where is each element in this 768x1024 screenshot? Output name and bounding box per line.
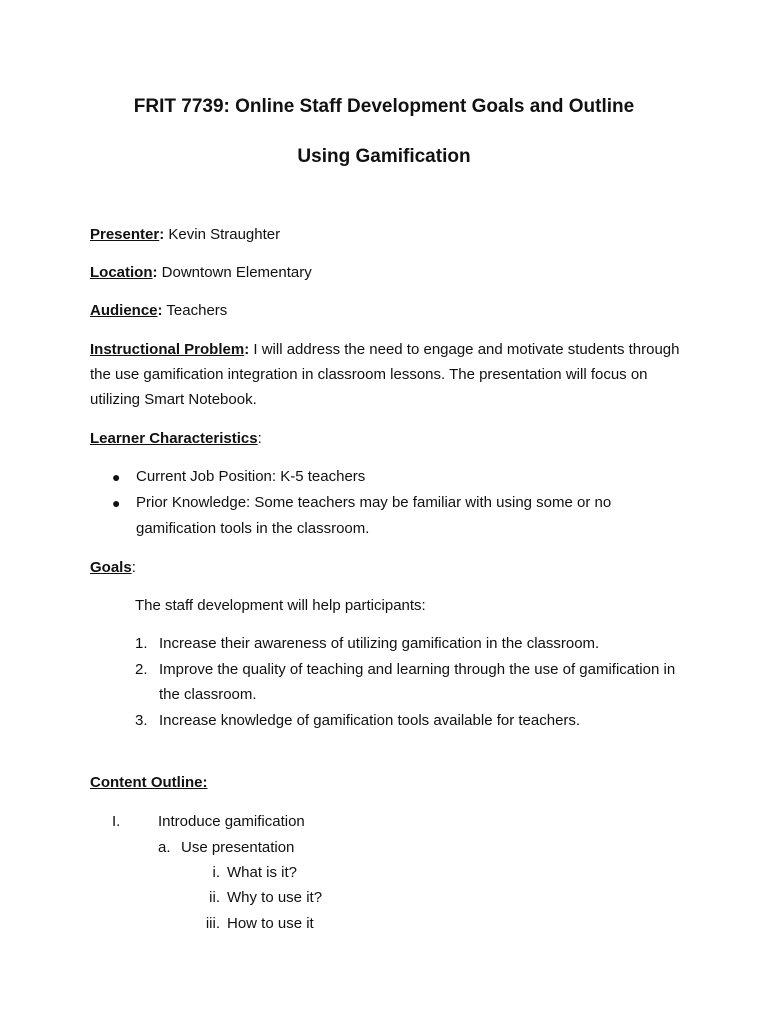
outline-item: What is it?	[227, 864, 298, 881]
presenter-value: Kevin Straughter	[168, 226, 281, 243]
learner-characteristics-list	[90, 464, 680, 542]
list-item: 2. Improve the quality of teaching and learning through the use of gamification in the classroom.	[135, 657, 680, 707]
instructional-problem-value: I will address the need to engage and motivate students through the use gamification integration in classroom lessons. The presentation will focus on utilizing Smart Notebook.	[90, 341, 680, 408]
outline-item: How to use it	[227, 915, 314, 932]
outline-number: iii.	[205, 915, 220, 932]
outline-number: a.	[158, 839, 171, 856]
location-label: Location	[90, 264, 153, 281]
audience-value: Teachers	[166, 302, 228, 319]
goals-intro: The staff development will help participants:	[135, 597, 426, 614]
learner-characteristics-label: Learner Characteristics	[90, 430, 258, 447]
content-outline-heading	[90, 770, 680, 795]
goals-list	[135, 631, 680, 734]
list-item: 1. Increase their awareness of utilizing gamification in the classroom.	[135, 631, 680, 656]
list-item: ● Prior Knowledge: Some teachers may be familiar with using some or no gamification tools in the classroom.	[90, 490, 680, 542]
audience-field: Audience: Teachers	[90, 302, 228, 319]
learner-characteristics-heading: Learner Characteristics:	[90, 430, 262, 447]
outline-item: Introduce gamification	[158, 813, 305, 830]
list-number: 1.	[135, 635, 148, 652]
outline-number: i.	[212, 864, 220, 881]
audience-label: Audience	[90, 302, 158, 319]
outline-number: I.	[112, 813, 121, 830]
instructional-problem-label: Instructional Problem	[90, 341, 245, 358]
bullet-icon: ●	[112, 469, 121, 485]
location-value: Downtown Elementary	[161, 264, 312, 281]
list-item: 3. Increase knowledge of gamification tools available for teachers.	[135, 708, 680, 733]
document-subtitle: Using Gamification	[297, 146, 471, 167]
presenter-field: Presenter: Kevin Straughter	[90, 226, 281, 243]
document-title: FRIT 7739: Online Staff Development Goals and Outline	[133, 96, 635, 117]
bullet-icon: ●	[112, 495, 121, 511]
list-number: 3.	[135, 712, 148, 729]
outline-item: Use presentation	[181, 839, 295, 856]
list-number: 2.	[135, 661, 148, 678]
outline-number: ii.	[209, 889, 220, 906]
outline-item: Why to use it?	[227, 889, 323, 906]
goals-heading: Goals:	[90, 559, 136, 576]
instructional-problem-field: Instructional Problem: I will address the need to engage and motivate students through the use gamification integration in classroom lessons. The presentation will focus on utilizing Smart Notebook.	[90, 341, 680, 408]
list-item: ● Current Job Position: K-5 teachers	[90, 464, 680, 490]
goals-label: Goals	[90, 559, 132, 576]
location-field: Location: Downtown Elementary	[90, 264, 312, 281]
content-outline-label: Content Outline:	[90, 774, 208, 791]
presenter-label: Presenter	[90, 226, 160, 243]
